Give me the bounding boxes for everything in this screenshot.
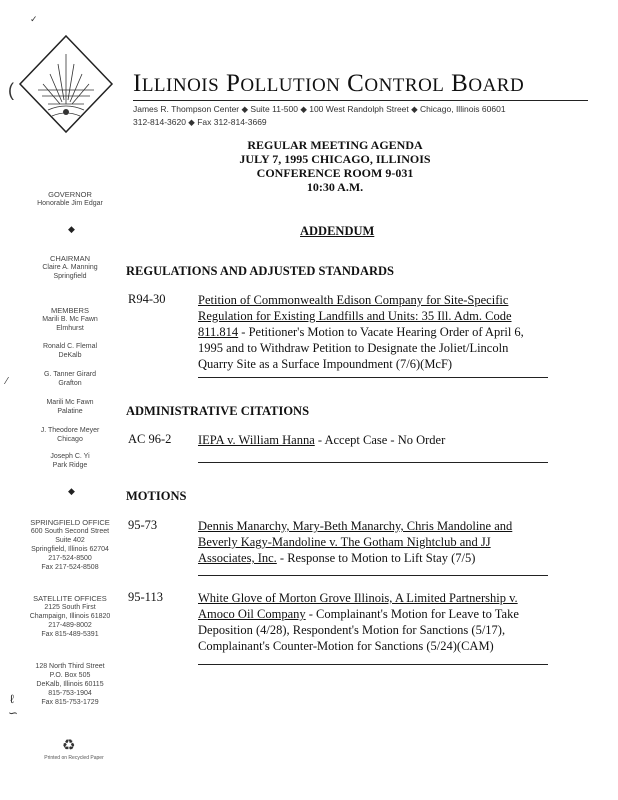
docket-number: 95-113 bbox=[128, 590, 163, 604]
margin-tick-mark: ✓ bbox=[30, 14, 38, 24]
state-seal-icon bbox=[18, 34, 114, 134]
margin-bracket-mark: ( bbox=[8, 80, 14, 100]
signature-line bbox=[198, 377, 548, 378]
diamond-bullet-icon: ◆ bbox=[68, 486, 75, 496]
board-title: ILLINOIS POLLUTION CONTROL BOARD bbox=[133, 70, 525, 97]
signature-line bbox=[198, 462, 548, 463]
member-block: Ronald C. Flemal DeKalb bbox=[42, 343, 98, 359]
meeting-time: 10:30 A.M. bbox=[306, 180, 364, 194]
title-rule bbox=[133, 100, 588, 101]
docket-number: R94-30 bbox=[128, 292, 166, 306]
recycle-icon: ♻ bbox=[62, 738, 76, 754]
recycled-paper-caption: Printed on Recycled Paper bbox=[44, 755, 104, 761]
member-block: G. Tanner Girard Grafton bbox=[43, 371, 96, 387]
agenda-item-r94-30: Petition of Commonwealth Edison Company for Site-Specific Regulation for Existing Landfills and Units: 35 Ill. Adm. Code 811.814 - Petitioner's Motion to Vacate Hearing Order of April 6, 1995 and to Withdraw Petition to Designate the Joliet/Lincoln Quarry Site as a Surface Impoundment (7/6)(McF) bbox=[198, 293, 524, 371]
agenda-item-ac-96-2: IEPA v. William Hanna - Accept Case - No Order bbox=[198, 433, 446, 447]
section-motions: MOTIONS bbox=[126, 489, 187, 503]
meeting-room: CONFERENCE ROOM 9-031 bbox=[256, 166, 414, 180]
signature-line bbox=[198, 664, 548, 665]
diamond-bullet-icon: ◆ bbox=[68, 224, 75, 234]
addendum-heading: ADDENDUM bbox=[300, 224, 375, 238]
meeting-title: REGULAR MEETING AGENDA bbox=[247, 138, 423, 152]
meeting-date: JULY 7, 1995 CHICAGO, ILLINOIS bbox=[239, 152, 431, 166]
springfield-office-block: SPRINGFIELD OFFICE 600 South Second Street Suite 402 Springfield, Illinois 62704 217-524-8500 Fax 217-524-8508 bbox=[30, 518, 110, 571]
governor-block: GOVERNOR Honorable Jim Edgar bbox=[37, 190, 103, 207]
docket-number: 95-73 bbox=[128, 518, 158, 532]
chairman-block: CHAIRMAN Claire A. Manning Springfield bbox=[42, 254, 98, 280]
phone-line: 312-814-3620 ◆ Fax 312-814-3669 bbox=[133, 117, 267, 127]
member-block: J. Theodore Meyer Chicago bbox=[40, 427, 100, 443]
margin-mark: ⁄ bbox=[6, 376, 8, 387]
section-regulations: REGULATIONS AND ADJUSTED STANDARDS bbox=[126, 264, 394, 278]
address-line: James R. Thompson Center ◆ Suite 11-500 ◆ 100 West Randolph Street ◆ Chicago, Illinois 60601 bbox=[133, 104, 506, 114]
agenda-item-95-113: White Glove of Morton Grove Illinois, A Limited Partnership v. Amoco Oil Company - Complainant's Motion for Leave to Take Deposition (4/28), Respondent's Motion for Sanctions (5/17), Complainant's Counter-Motion for Sanctions (5/24)(CAM) bbox=[198, 591, 519, 653]
satellite-office-block: SATELLITE OFFICES 2125 South First Champaign, Illinois 61820 217-489-8002 Fax 815-489-5391 bbox=[29, 594, 111, 638]
dekalb-office-block: 128 North Third Street P.O. Box 505 DeKalb, Illinois 60115 815-753-1904 Fax 815-753-1729 bbox=[35, 663, 105, 706]
margin-mark: ∽ bbox=[8, 706, 19, 720]
margin-mark: ℓ bbox=[10, 692, 14, 706]
member-block: Joseph C. Yi Park Ridge bbox=[50, 453, 90, 469]
agenda-item-95-73: Dennis Manarchy, Mary-Beth Manarchy, Chris Mandoline and Beverly Kagy-Mandoline v. The Gotham Nightclub and JJ Associates, Inc. - Response to Motion to Lift Stay (7/5) bbox=[198, 519, 513, 565]
section-citations: ADMINISTRATIVE CITATIONS bbox=[126, 404, 310, 418]
docket-number: AC 96-2 bbox=[128, 432, 172, 446]
member-block: Marili Mc Fawn Palatine bbox=[46, 399, 94, 415]
signature-line bbox=[198, 575, 548, 576]
members-block: MEMBERS Marili B. Mc Fawn Elmhurst bbox=[42, 306, 98, 332]
